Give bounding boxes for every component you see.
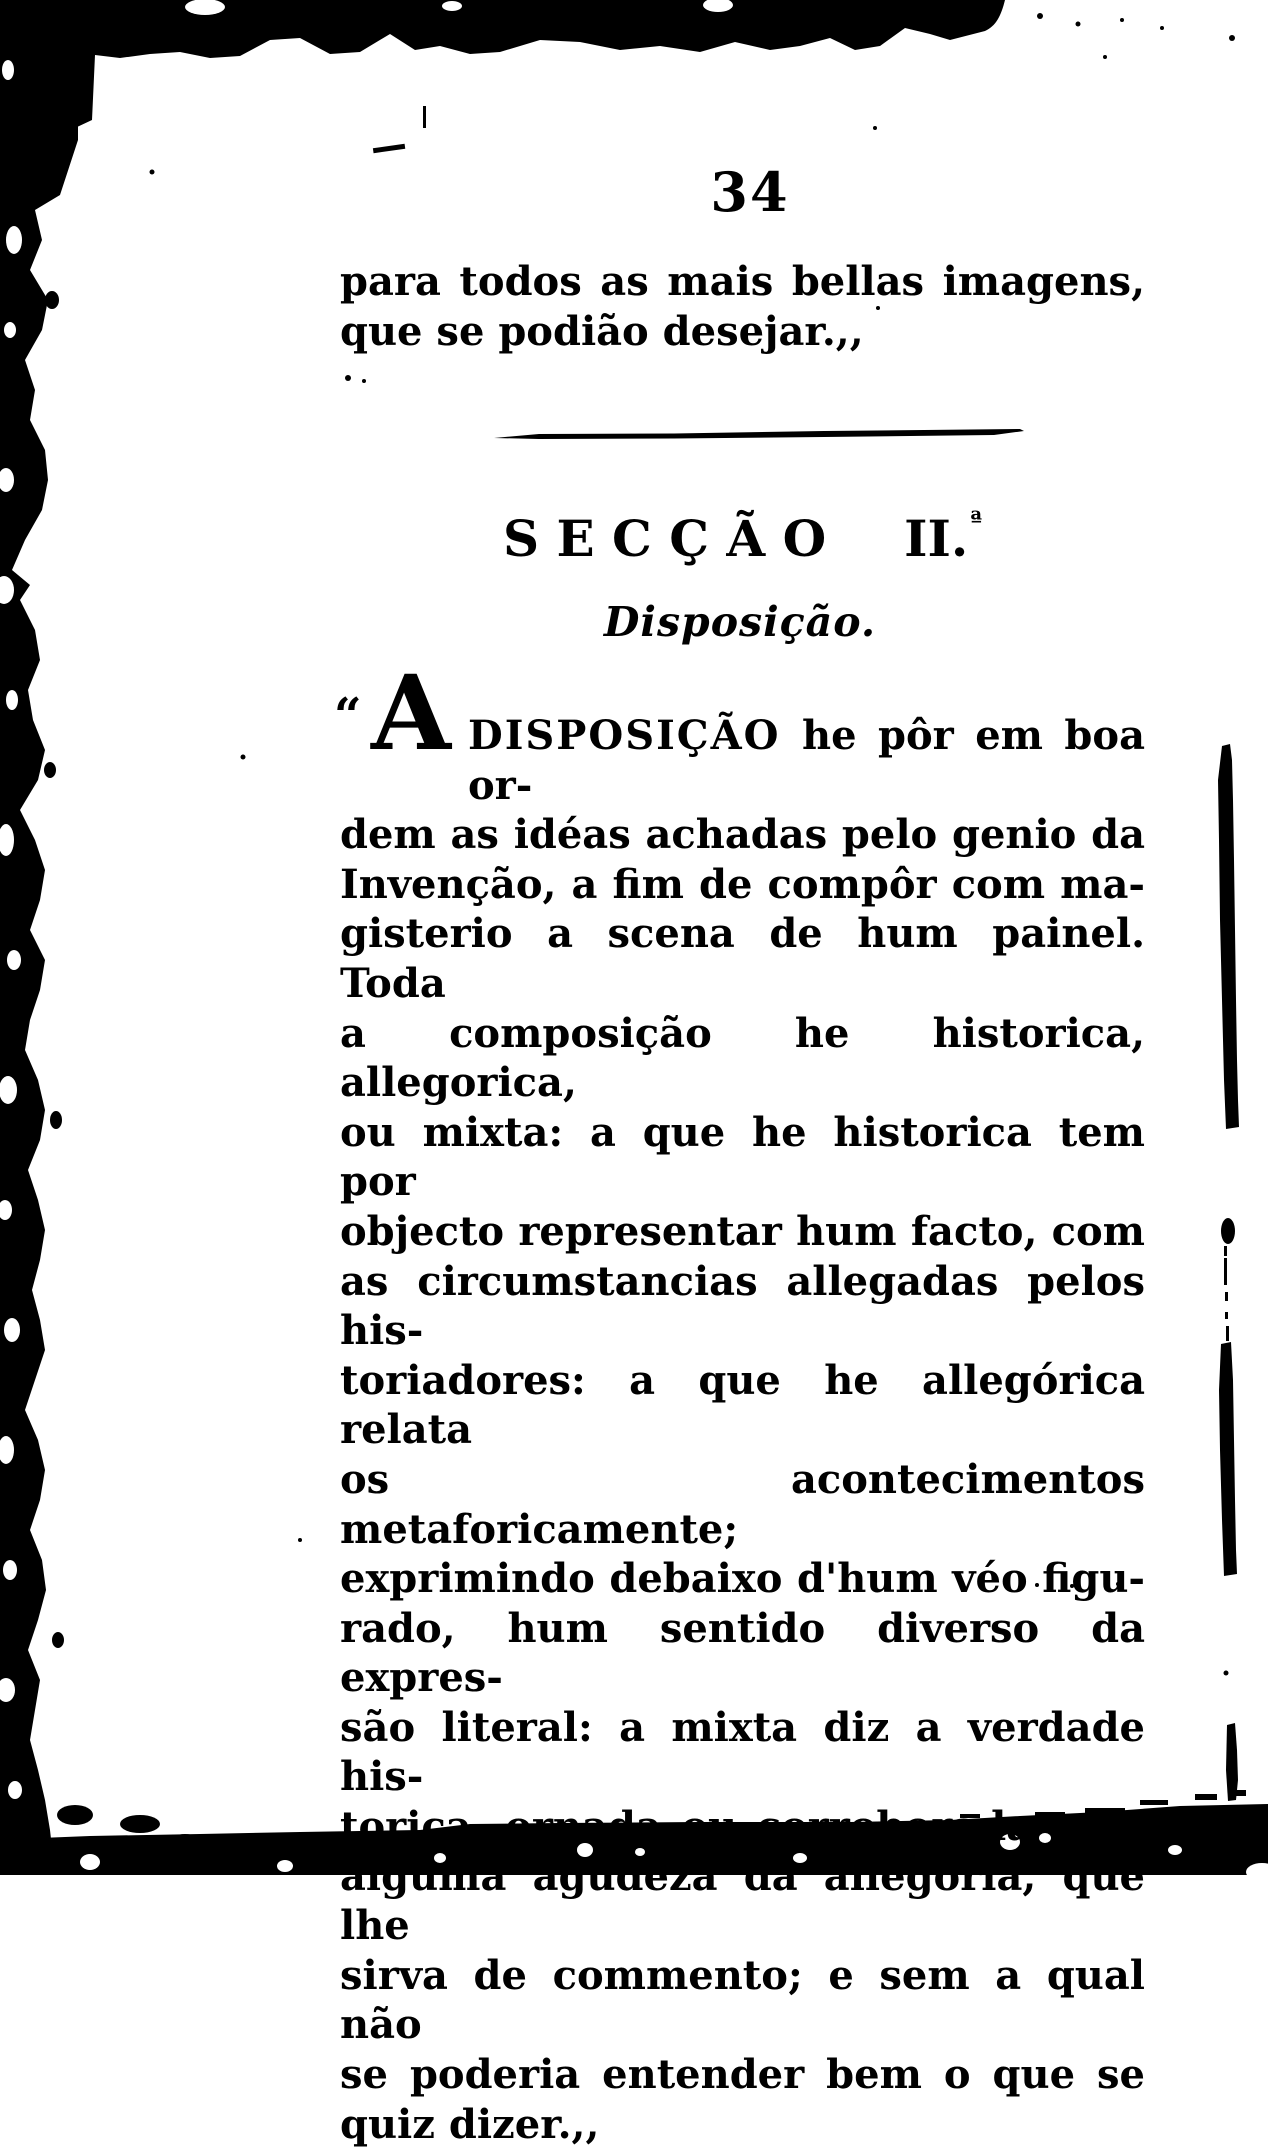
- paragraph-line: DISPOSIÇÃO he pôr em boa or-: [468, 712, 1145, 809]
- paragraph-line: torica, ornada ou corroborada com: [340, 1803, 1145, 1851]
- section-subtitle: Disposição.: [603, 598, 877, 646]
- section-heading-ordinal: ª: [970, 505, 983, 534]
- drop-cap: A: [371, 653, 451, 774]
- paragraph-line: alguma agudeza da allegoria, que lhe: [340, 1852, 1145, 1950]
- paragraph-line: toriadores: a que he allegórica relata: [340, 1356, 1145, 1454]
- intro-paragraph: [340, 257, 1145, 356]
- paragraph-line: as circumstancias allegadas pelos his-: [340, 1257, 1145, 1355]
- section-divider-rule: [494, 429, 1024, 441]
- paragraph-line: exprimindo debaixo d'hum véo figu-: [340, 1555, 1145, 1603]
- page-number: 34: [710, 160, 790, 224]
- paragraph-line: quiz dizer.,,: [340, 2100, 600, 2148]
- lead-word-smallcaps: DISPOSIÇÃO: [468, 712, 781, 759]
- paragraph-line: ou mixta: a que he historica tem por: [340, 1108, 1145, 1206]
- section-heading: [340, 505, 1145, 568]
- intro-line: para todos as mais bellas imagens,: [340, 258, 1145, 305]
- paragraph-line: a composição he historica, allegorica,: [340, 1009, 1145, 1107]
- section-heading-numeral: II.: [904, 509, 969, 568]
- paragraph-line: dem as idéas achadas pelo genio da: [340, 811, 1145, 859]
- paragraph-line: são literal: a mixta diz a verdade his-: [340, 1703, 1145, 1801]
- paragraph-line: rado, hum sentido diverso da expres-: [340, 1604, 1145, 1702]
- paragraph-line: objecto representar hum facto, com: [340, 1207, 1145, 1255]
- opening-quote: “: [334, 688, 362, 744]
- section-heading-word: S E C Ç Ã O: [502, 509, 827, 568]
- paragraph-line: se poderia entender bem o que se: [340, 2051, 1145, 2099]
- body-paragraph: [340, 711, 1145, 2149]
- intro-line: que se podião desejar.,,: [340, 307, 864, 355]
- paragraph-line: sirva de commento; e sem a qual não: [340, 1951, 1145, 2049]
- paragraph-line: gisterio a scena de hum painel. Toda: [340, 910, 1145, 1007]
- paragraph-line: Invenção, a fim de compôr com ma-: [340, 860, 1145, 908]
- paragraph-line: os acontecimentos metaforicamente;: [340, 1455, 1145, 1553]
